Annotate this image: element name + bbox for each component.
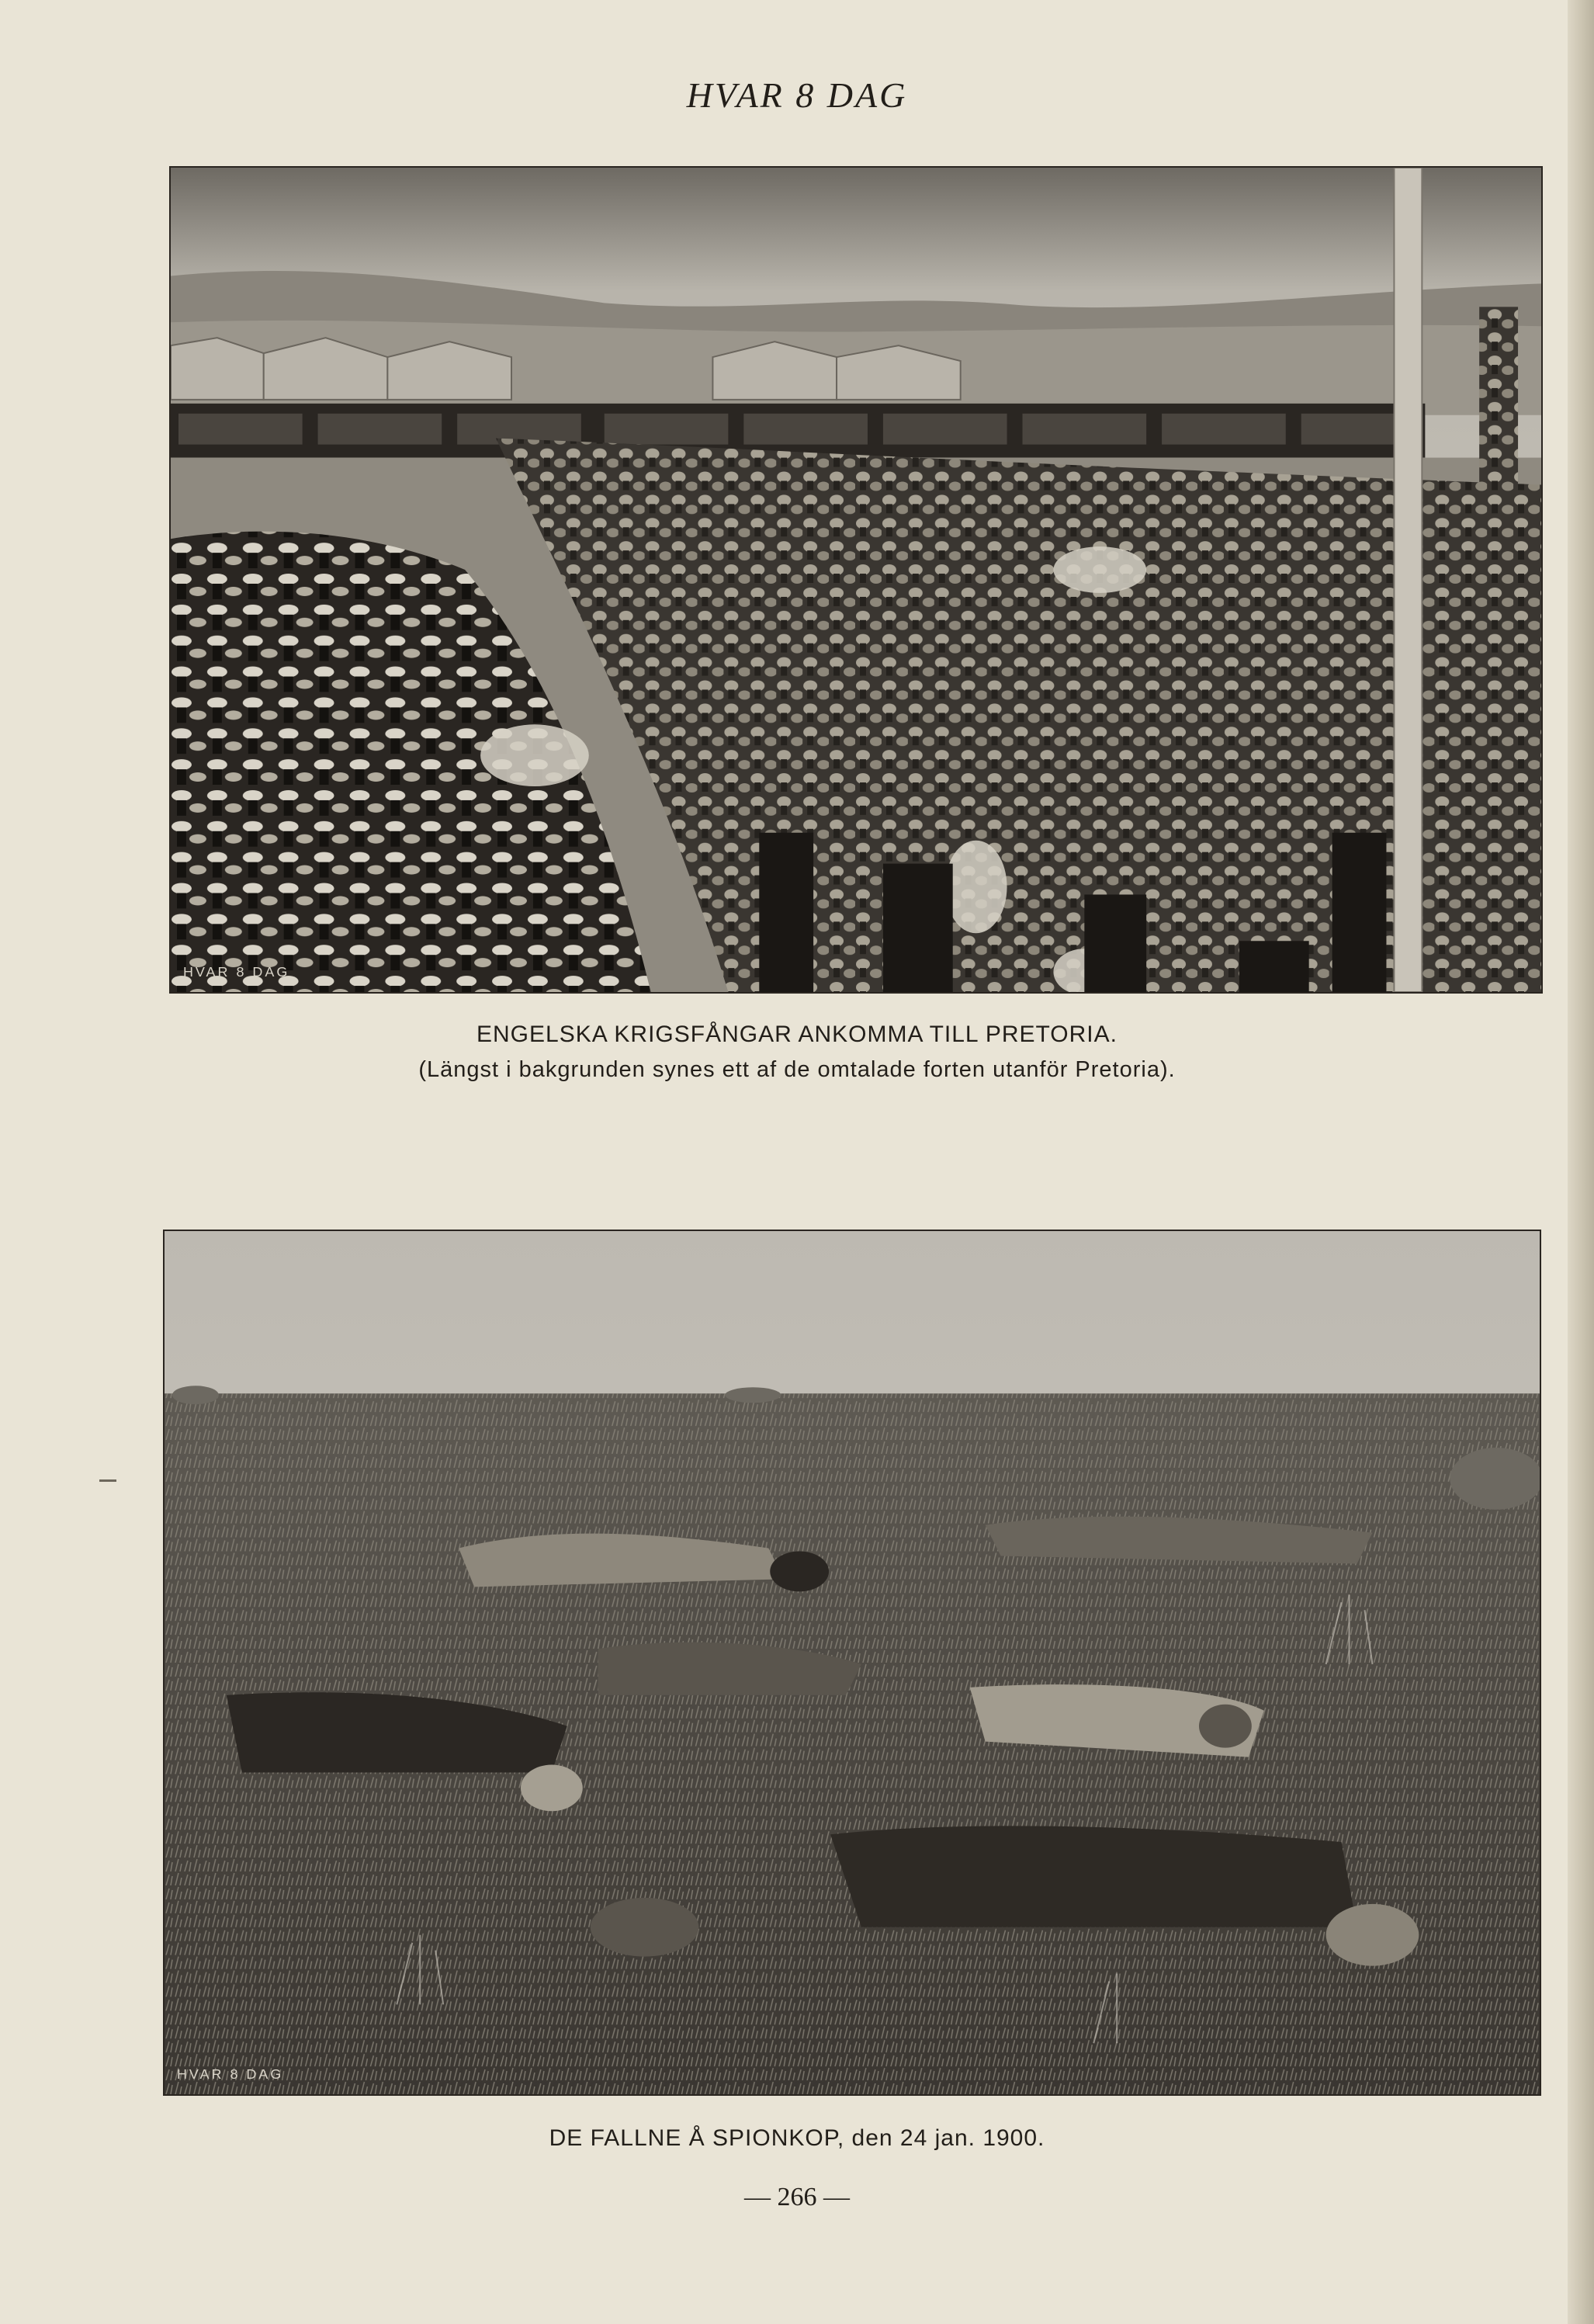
photo-prisoners-illustration	[171, 168, 1541, 992]
caption-prisoners-title: ENGELSKA KRIGSFÅNGAR ANKOMMA TILL PRETORIA.	[476, 1022, 1118, 1047]
caption-prisoners-subtitle: (Längst i bakgrunden synes ett af de omtalade forten utanför Pretoria).	[418, 1057, 1176, 1082]
running-header: HVAR 8 DAG	[686, 75, 908, 115]
photo-watermark: HVAR 8 DAG	[176, 2066, 284, 2083]
photo-prisoners-arriving	[169, 166, 1543, 994]
margin-mark	[99, 1479, 116, 1482]
caption-fallen-title: DE FALLNE Å SPIONKOP, den 24 jan. 1900.	[549, 2125, 1045, 2151]
page-number: — 266 —	[744, 2183, 850, 2211]
photo-battlefield-illustration	[165, 1231, 1540, 2094]
photo-fallen-spionkop	[163, 1230, 1541, 2096]
page-edge	[1568, 0, 1594, 2324]
photo-watermark: HVAR 8 DAG	[182, 964, 290, 980]
